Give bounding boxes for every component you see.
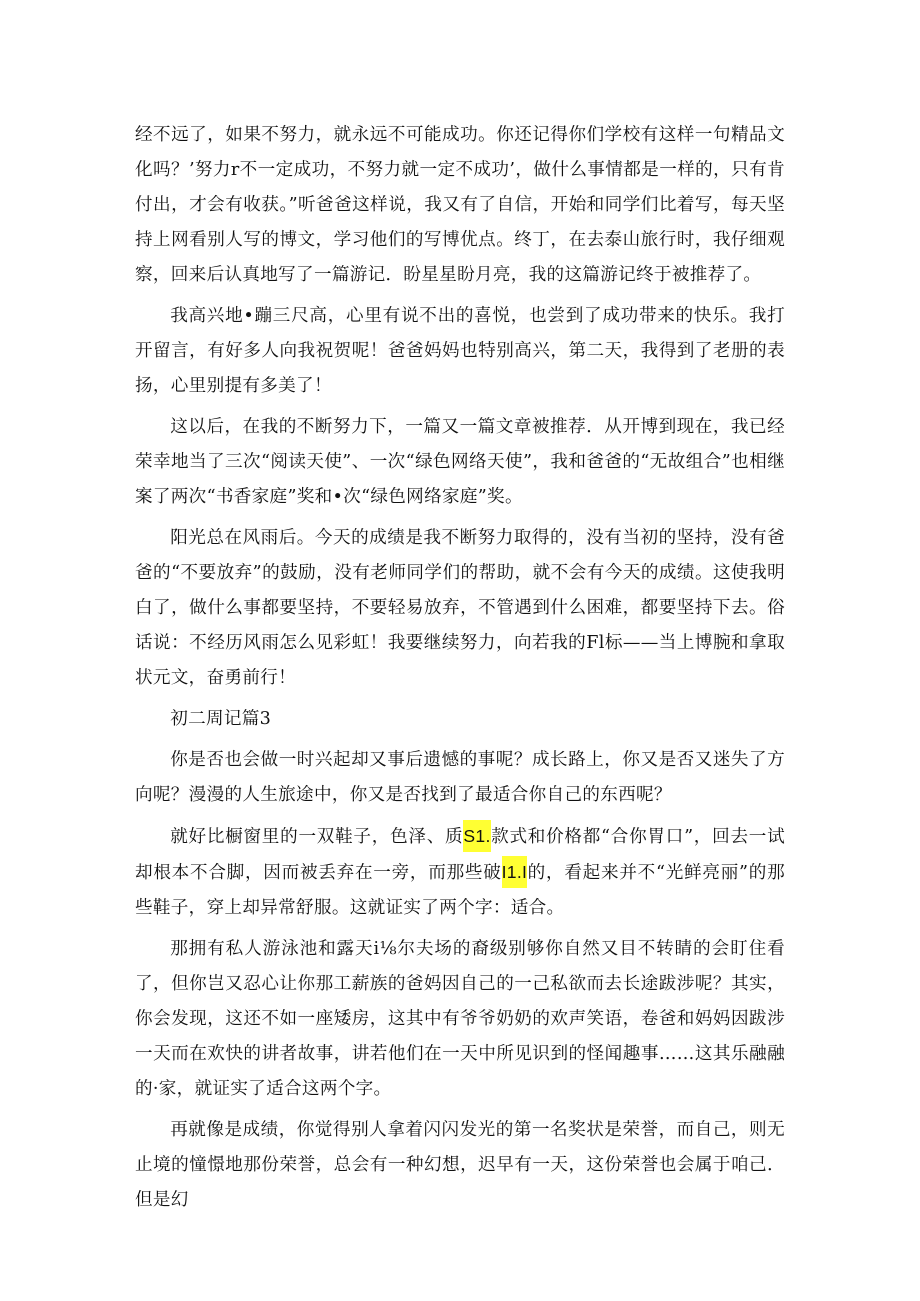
highlight-mark-1: S1. [463,820,490,852]
paragraph-1: 经不远了，如果不努力，就永远不可能成功。你还记得你们学校有这样一句精品文化吗？’努力r不一定成功，不努力就一定不成功’，做什么事情都是一样的，只有肯付出，才会有收获。”听爸爸这样说，我又有了自信，开始和同学们比着写，每天坚持上网看别人写的博文，学习他们的写博优点。终丁，在去泰山旅行时，我仔细观察，回来后认真地写了一篇游记．盼星星盼月亮，我的这篇游记终于被推荐了。 [135,125,785,285]
paragraph-2: 我高兴地•蹦三尺高，心里有说不出的喜悦，也尝到了成功带来的快乐。我打开留言，有好多人向我祝贺呢！爸爸妈妈也特别高兴，第二天，我得到了老册的表扬，心里别提有多美了！ [135,306,785,396]
paragraph-6-part-3: 的，看起来并不“光鲜亮丽”的那些鞋子，穿上却异常舒服。这就证实了两个字：适合。 [135,863,785,918]
paragraph-7: 那拥有私人游泳池和露天i⅛尔夫场的裔级别够你自然又目不转睛的会盯住看了，但你岂又忍心让你那工薪族的爸妈因自己的一己私欲而去长途跋涉呢？其实，你会发现，这还不如一座矮房，这其中有爷爷奶奶的欢声笑语，卷爸和妈妈因跋涉一天而在欢快的讲者故事，讲若他们在一天中所见识到的怪闻趣事……这其乐融融的·家，就证实了适合这两个字。 [135,939,785,1099]
paragraph-6-part-1: 就好比橱窗里的一双鞋子，色泽、质 [170,827,464,847]
paragraph-4: 阳光总在风雨后。今天的成绩是我不断努力取得的，没有当初的坚持，没有爸爸的“不要放弃”的鼓励，没有老师同学们的帮助，就不会有今天的成绩。这使我明白了，做什么事都要坚持，不要轻易放弃，不管遇到什么困难，都要坚持下去。俗话说：不经历风雨怎么见彩虹！我要继续努力，向若我的Fl标——当上博腕和拿取状元文，奋勇前行！ [135,528,785,688]
paragraph-8: 再就像是成绩，你觉得别人拿着闪闪发光的第一名奖状是荣誉，而自己，则无止境的憧憬地那份荣誉，总会有一种幻想，迟早有一天，这份荣誉也会属于咱己．但是幻 [135,1120,785,1210]
document-page [135,118,785,1224]
highlight-mark-2: I1.I [502,856,528,888]
paragraph-6-part-2: 款式和价格都“合你胃口”，回去一试却根本不合脚，因而被丢弃在一旁，而那些破 [135,827,785,883]
section-title: 初二周记篇3 [170,709,272,729]
paragraph-5: 你是否也会做一时兴起却又事后遗憾的事呢？成长路上，你又是否又迷失了方向呢？漫漫的人生旅途中，你又是否找到了最适合你自己的东西呢？ [135,750,785,805]
paragraph-6 [135,819,785,926]
paragraph-3: 这以后，在我的不断努力下，一篇又一篇文章被推荐．从开博到现在，我已经荣幸地当了三次“阅读天使”、一次“绿色网络天使”，我和爸爸的“无故组合”也相继案了两次“书香家庭”奖和•次“绿色网络家庭”奖。 [135,417,785,507]
